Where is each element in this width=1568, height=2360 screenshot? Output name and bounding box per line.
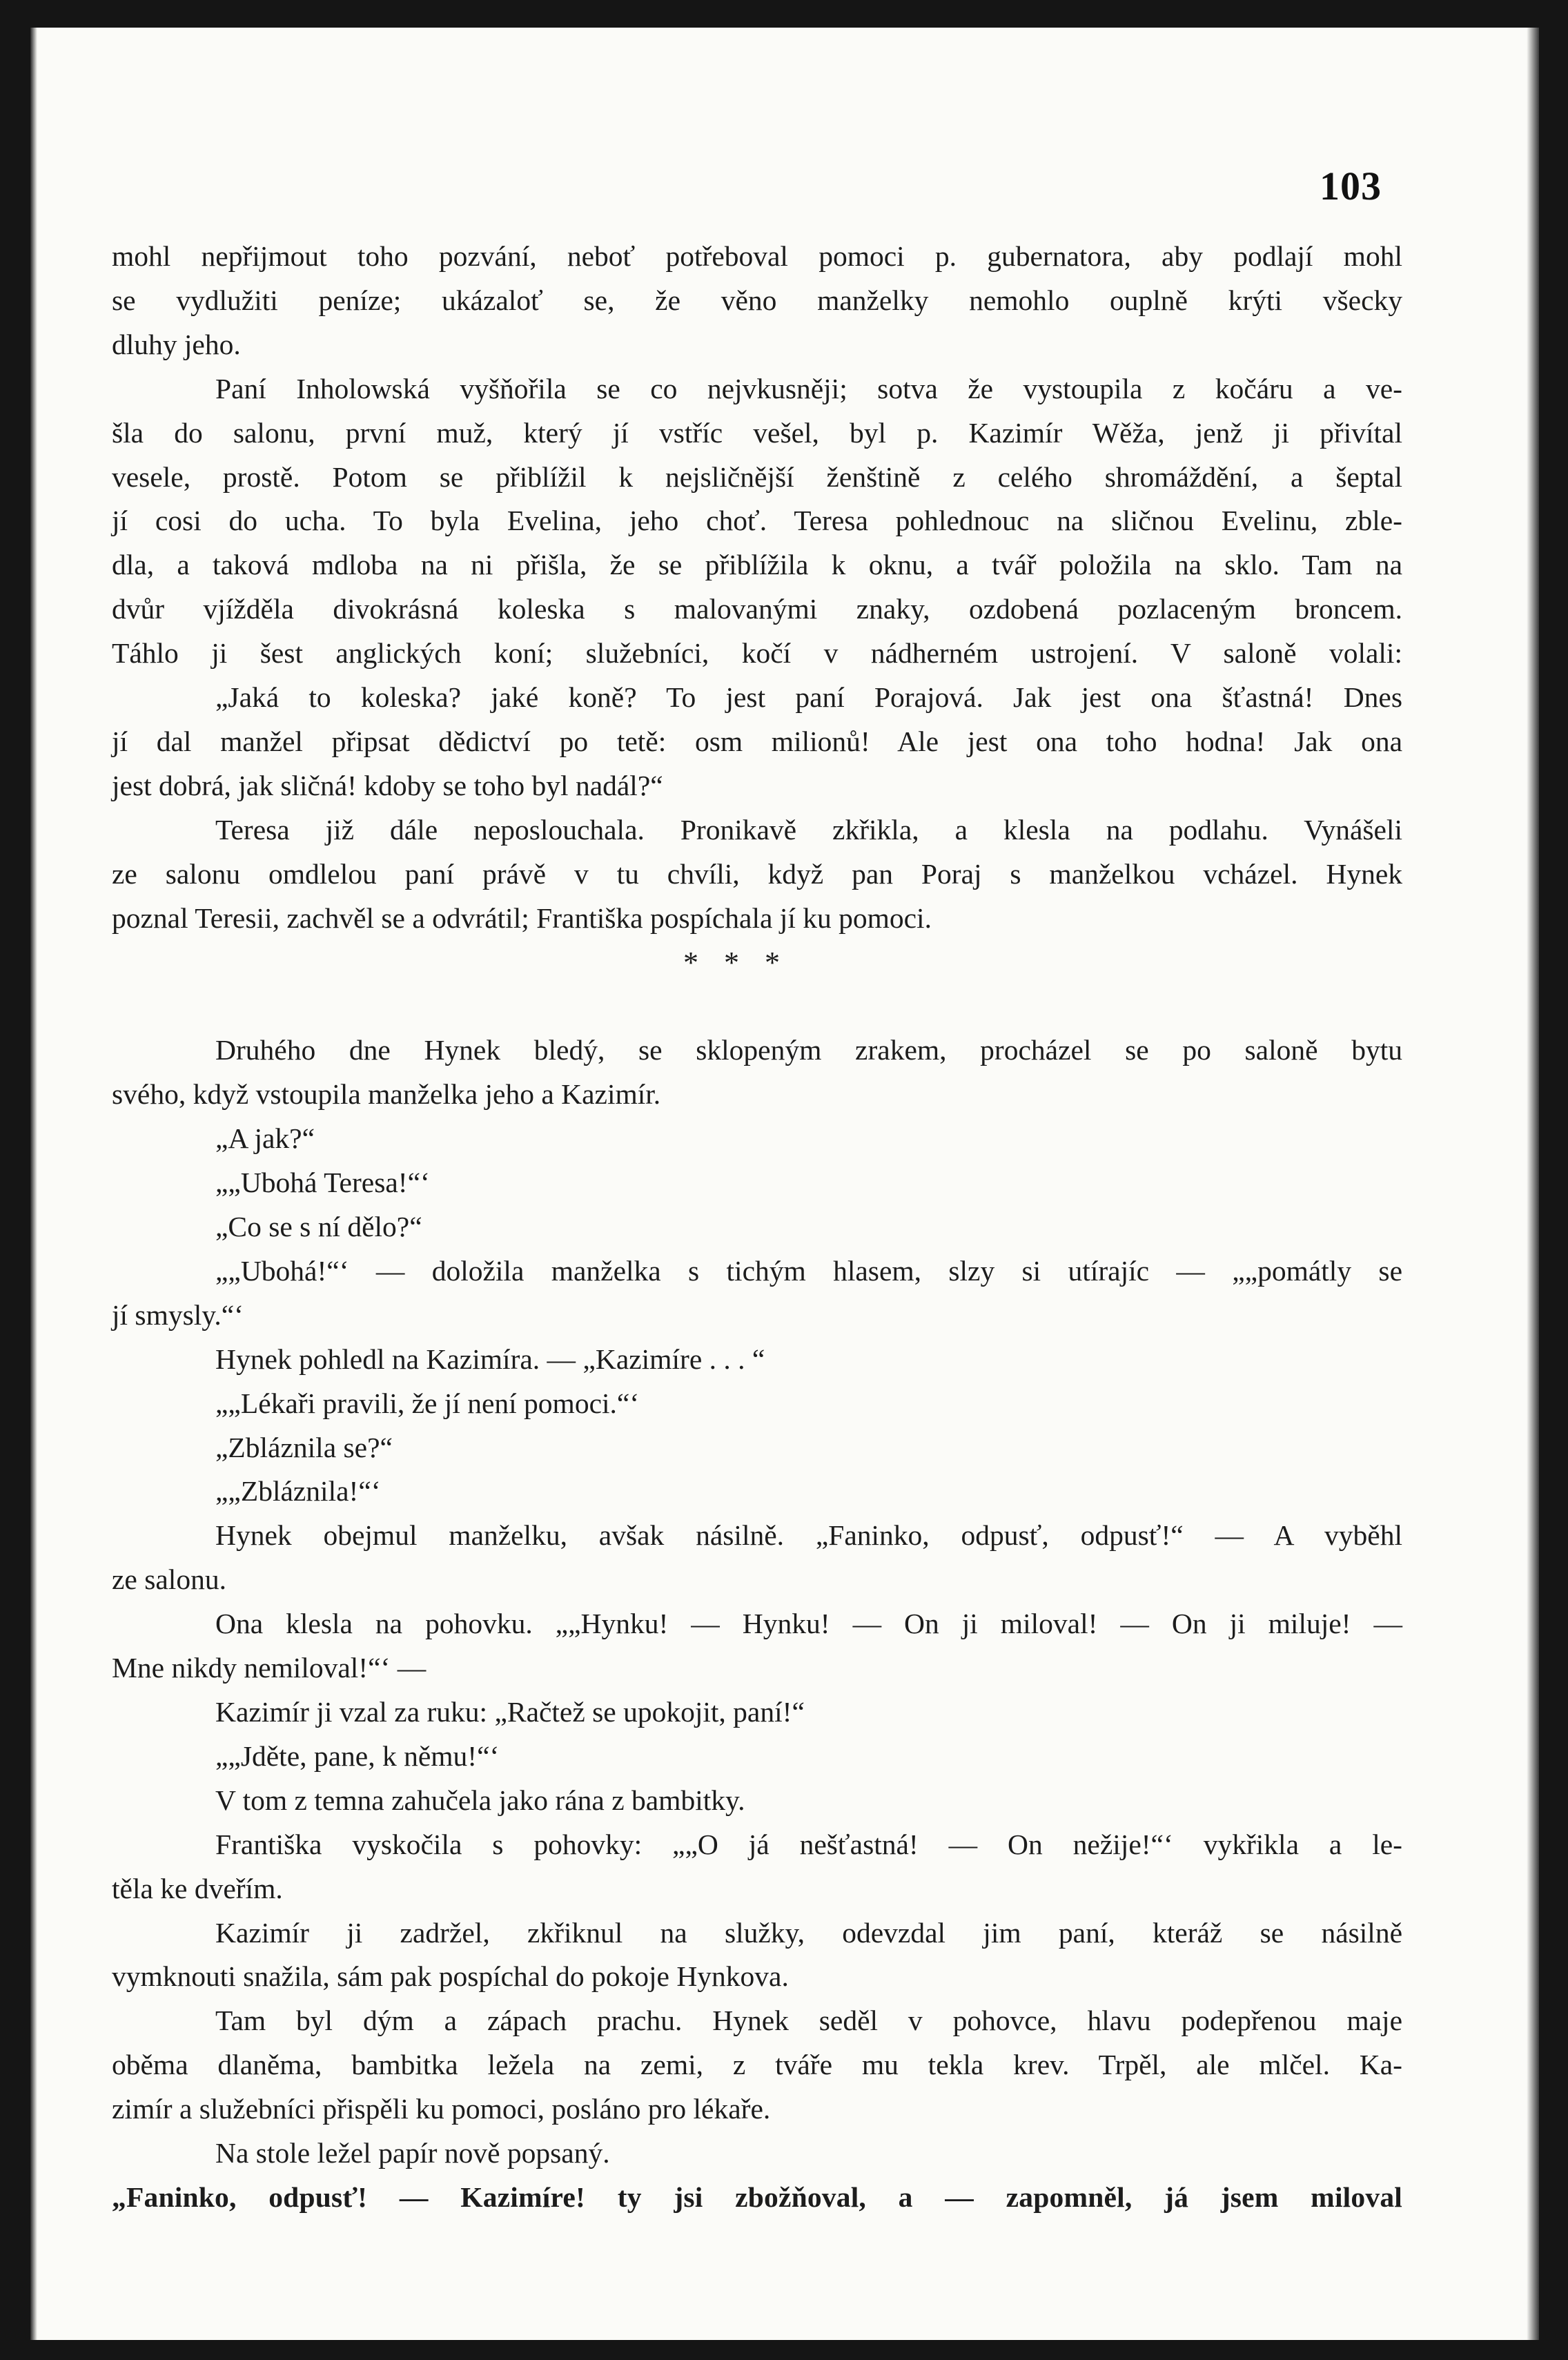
text-line: Františka vyskočila s pohovky: „„O já nešťastná! — On nežije!“‘ vykřikla a le- — [215, 1828, 1402, 1860]
text-line: šla do salonu, první muž, který jí vstříc vešel, byl p. Kazimír Wěža, jenž ji přivítal — [112, 416, 1402, 449]
text-line: oběma dlaněma, bambitka ležela na zemi, z tváře mu tekla krev. Trpěl, ale mlčel. Ka- — [112, 2049, 1402, 2081]
text-line: poznal Teresii, zachvěl se a odvrátil; Františka pospíchala jí ku pomoci. — [112, 901, 932, 934]
text-line: „„Ubohá!“‘ — doložila manželka s tichým hlasem, slzy si utírajíc — „„pomátly se — [215, 1254, 1402, 1287]
text-line: „Zbláznila se?“ — [215, 1431, 393, 1463]
text-line: mohl nepřijmout toho pozvání, neboť potřeboval pomoci p. gubernatora, aby podlají mohl — [112, 240, 1402, 272]
text-line: zimír a služebníci přispěli ku pomoci, posláno pro lékaře. — [112, 2093, 771, 2125]
text-line: Ona klesla na pohovku. „„Hynku! — Hynku! — On ji miloval! — On ji miluje! — — [215, 1608, 1402, 1640]
text-line: Teresa již dále neposlouchala. Pronikavě zkřikla, a klesla na podlahu. Vynášeli — [215, 813, 1402, 846]
body-text — [112, 235, 1402, 2220]
section-gap — [112, 984, 1402, 1028]
text-line: se vydlužiti peníze; ukázaloť se, že věno manželky nemohlo ouplně krýti všecky — [112, 284, 1402, 316]
text-line: ze salonu omdlelou paní právě v tu chvíli, když pan Poraj s manželkou vcházel. Hynek — [112, 857, 1402, 890]
text-line: „Co se s ní dělo?“ — [215, 1211, 422, 1243]
text-line: ze salonu. — [112, 1563, 226, 1596]
text-line: V tom z temna zahučela jako rána z bambitky. — [215, 1784, 745, 1816]
text-line: dvůr vjížděla divokrásná koleska s malovanými znaky, ozdobená pozlaceným broncem. — [112, 593, 1402, 625]
text-line: Táhlo ji šest anglických koní; služebníci, kočí v nádherném ustrojení. V saloně volali: — [112, 637, 1402, 670]
text-line: „Jaká to koleska? jaké koně? To jest paní Porajová. Jak jest ona šťastná! Dnes — [215, 681, 1402, 714]
section-divider: * * * — [683, 945, 780, 979]
text-line: dluhy jeho. — [112, 328, 241, 360]
text-line: Hynek obejmul manželku, avšak násilně. „Faninko, odpusť, odpusť!“ — A vyběhl — [215, 1519, 1402, 1552]
text-line: Mne nikdy nemiloval!“‘ — — [112, 1652, 427, 1684]
text-line: Tam byl dým a zápach prachu. Hynek seděl v pohovce, hlavu podepřenou maje — [215, 2005, 1402, 2037]
text-line: jí dal manžel připsat dědictví po tetě: osm milionů! Ale jest ona toho hodna! Jak ona — [112, 725, 1402, 757]
text-line: „„Ubohá Teresa!“‘ — [215, 1167, 430, 1199]
text-line: dla, a taková mdloba na ni přišla, že se přiblížila k oknu, a tvář položila na sklo. Tam na — [112, 549, 1402, 581]
book-page — [30, 28, 1539, 2340]
text-line: Hynek pohledl na Kazimíra. — „Kazimíre . . . “ — [215, 1343, 765, 1375]
text-line: těla ke dveřím. — [112, 1872, 283, 1904]
text-line: jí cosi do ucha. To byla Evelina, jeho choť. Teresa pohlednouc na sličnou Evelinu, zble- — [112, 505, 1402, 537]
text-line: svého, když vstoupila manželka jeho a Kazimír. — [112, 1078, 661, 1111]
text-line: „„Lékaři pravili, že jí není pomoci.“‘ — [215, 1387, 640, 1419]
page-number: 103 — [1320, 164, 1382, 208]
text-line: „Faninko, odpusť! — Kazimíre! ty jsi zbožňoval, a — zapomněl, já jsem miloval — [112, 2181, 1402, 2213]
text-line: vesele, prostě. Potom se přiblížil k nejsličnější ženštině z celého shromáždění, a šeptal — [112, 460, 1402, 493]
text-line: „„Zbláznila!“‘ — [215, 1475, 381, 1508]
text-line: Kazimír ji vzal za ruku: „Račtež se upokojit, paní!“ — [215, 1696, 805, 1728]
text-line: jest dobrá, jak sličná! kdoby se toho byl nadál?“ — [112, 769, 663, 801]
text-line: Druhého dne Hynek bledý, se sklopeným zrakem, procházel se po saloně bytu — [215, 1034, 1402, 1066]
text-line: „„Jděte, pane, k němu!“‘ — [215, 1739, 500, 1772]
text-line: jí smysly.“‘ — [112, 1298, 244, 1331]
text-line: „A jak?“ — [215, 1122, 315, 1155]
text-line: Paní Inholowská vyšňořila se co nejvkusněji; sotva že vystoupila z kočáru a ve- — [215, 372, 1402, 404]
text-line: Kazimír ji zadržel, zkřiknul na služky, odevzdal jim paní, kteráž se násilně — [215, 1916, 1402, 1949]
text-line: Na stole ležel papír nově popsaný. — [215, 2137, 610, 2169]
text-line: vymknouti snažila, sám pak pospíchal do pokoje Hynkova. — [112, 1960, 789, 1993]
